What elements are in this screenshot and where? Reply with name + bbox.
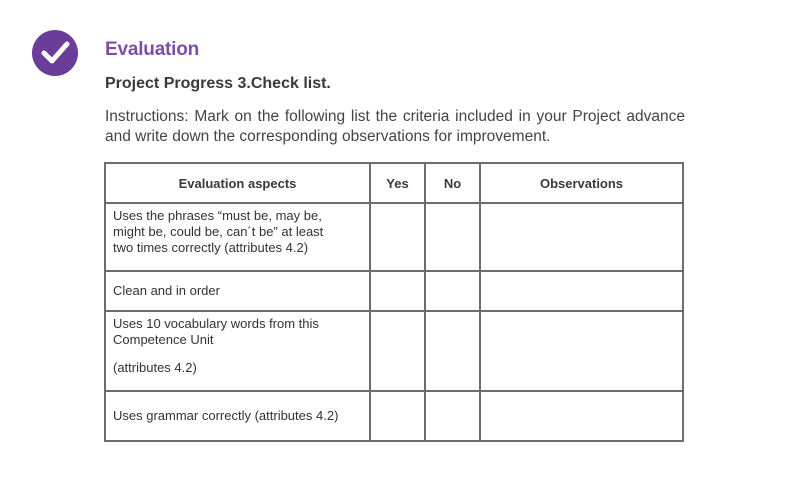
yes-cell[interactable]	[370, 203, 425, 271]
header-no: No	[425, 163, 480, 203]
aspect-line: Clean and in order	[113, 283, 220, 298]
checkmark-icon	[32, 30, 78, 76]
header-observations: Observations	[480, 163, 683, 203]
no-cell[interactable]	[425, 311, 480, 391]
no-cell[interactable]	[425, 203, 480, 271]
table-row	[105, 391, 683, 441]
observations-cell[interactable]	[480, 203, 683, 271]
no-cell[interactable]	[425, 391, 480, 441]
observations-cell[interactable]	[480, 311, 683, 391]
no-cell[interactable]	[425, 271, 480, 311]
evaluation-checklist-table	[104, 162, 684, 442]
table-row	[105, 271, 683, 311]
section-title: Evaluation	[105, 39, 200, 60]
checkmark-badge	[32, 30, 78, 76]
aspect-line: Uses grammar correctly (attributes 4.2)	[113, 408, 339, 423]
aspect-cell	[105, 311, 370, 391]
observations-cell[interactable]	[480, 271, 683, 311]
observations-cell[interactable]	[480, 391, 683, 441]
header-yes: Yes	[370, 163, 425, 203]
aspect-line: two times correctly (attributes 4.2)	[113, 240, 309, 255]
table-row	[105, 203, 683, 271]
instructions-text: Instructions: Mark on the following list the criteria included in your Project advance and write down the corresponding observations for improvement.	[105, 108, 685, 145]
yes-cell[interactable]	[370, 271, 425, 311]
table-header-row	[105, 163, 683, 203]
aspect-line: (attributes 4.2)	[113, 360, 197, 375]
aspect-cell	[105, 391, 370, 441]
aspect-line: Uses the phrases “must be, may be,	[113, 208, 322, 223]
header-evaluation-aspects: Evaluation aspects	[105, 163, 370, 203]
page-subtitle: Project Progress 3.Check list.	[105, 75, 331, 92]
aspect-line: might be, could be, can´t be” at least	[113, 224, 324, 239]
table-row	[105, 311, 683, 391]
yes-cell[interactable]	[370, 311, 425, 391]
aspect-line: Uses 10 vocabulary words from this	[113, 316, 319, 331]
aspect-cell	[105, 203, 370, 271]
aspect-line: Competence Unit	[113, 332, 214, 347]
yes-cell[interactable]	[370, 391, 425, 441]
aspect-cell	[105, 271, 370, 311]
